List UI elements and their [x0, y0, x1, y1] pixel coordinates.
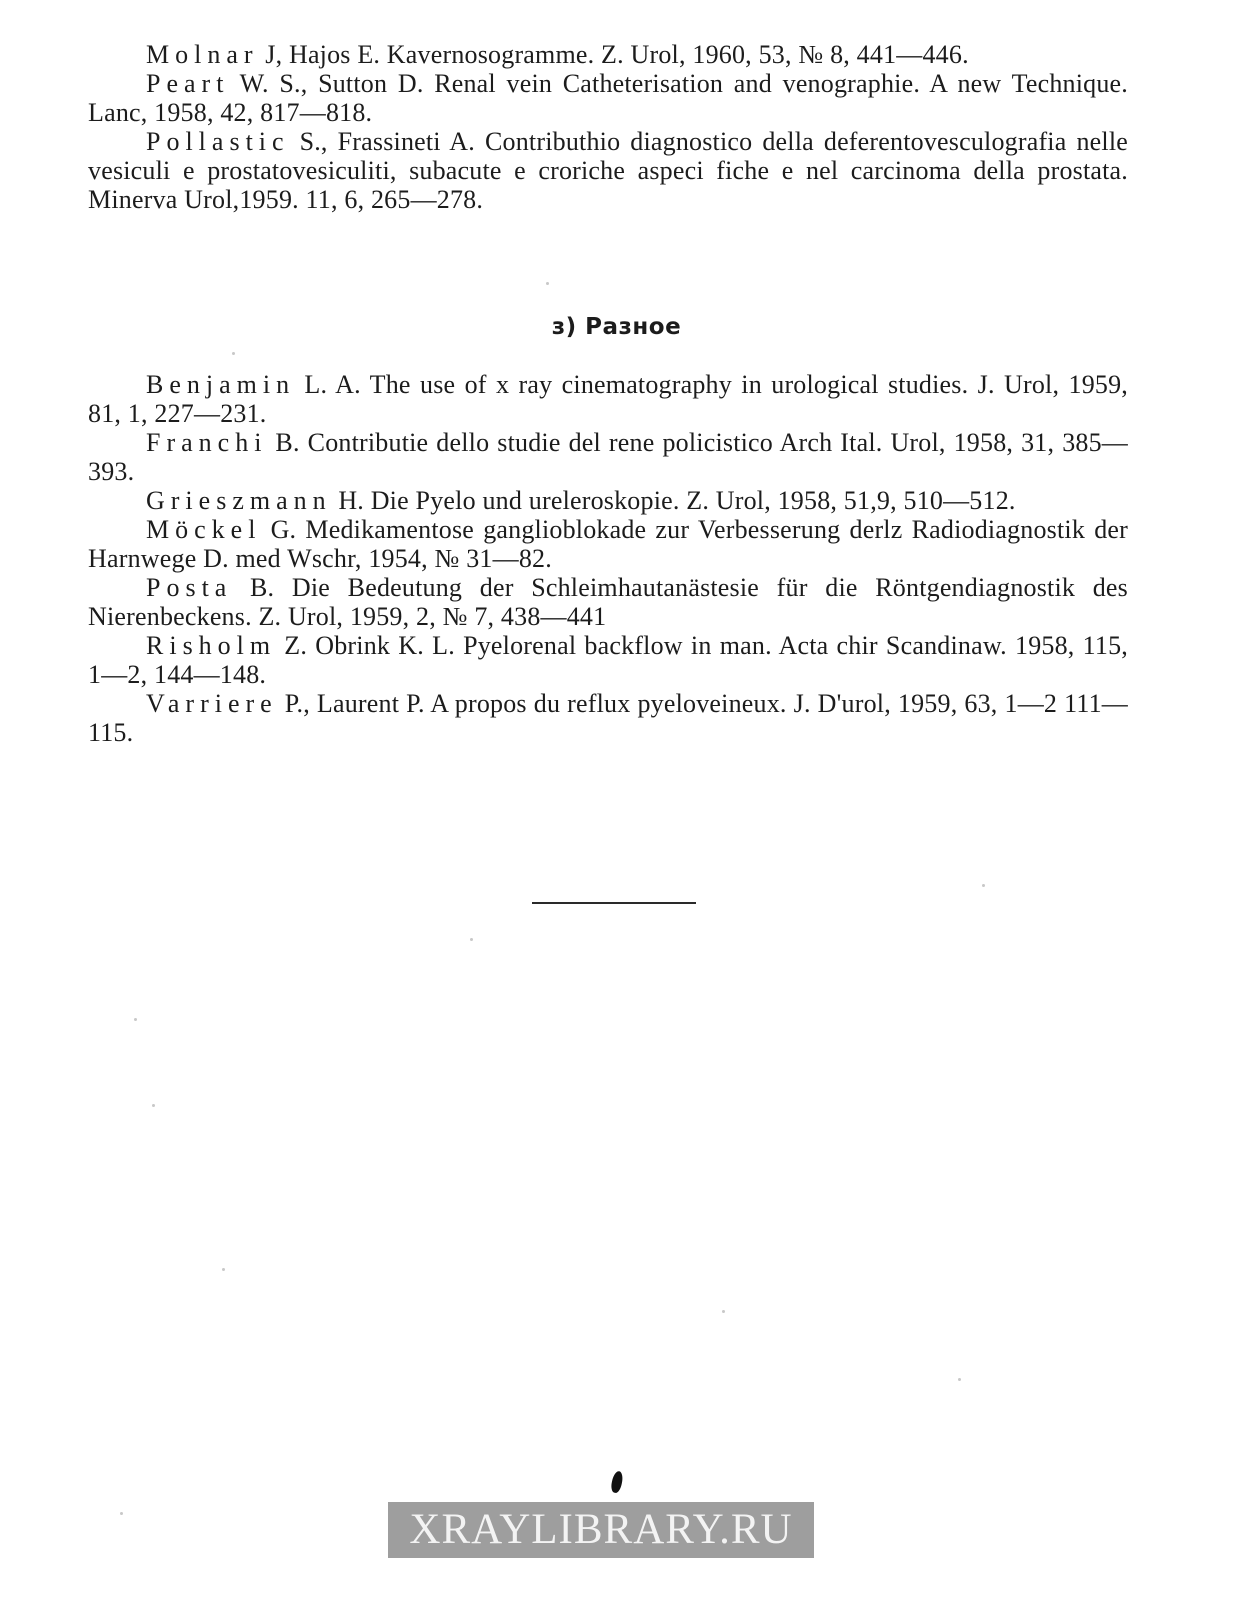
reference-author: Benjamin	[146, 370, 296, 399]
scan-speck	[470, 938, 473, 941]
scan-speck	[134, 1018, 137, 1021]
reference-author: Pollastic	[146, 127, 290, 156]
reference-text: B. Contributie dello studie del rene policistico Arch Ital. Urol, 1958, 31, 385—393.	[88, 428, 1128, 486]
reference-entry	[88, 40, 1128, 69]
reference-author: Möckel	[146, 515, 262, 544]
scan-speck	[982, 884, 985, 887]
reference-author: Franchi	[146, 428, 268, 457]
reference-text: Z. Obrink K. L. Pyelorenal backflow in man. Acta chir Scandinaw. 1958, 115, 1—2, 144—148.	[88, 631, 1128, 689]
ink-mark	[610, 1470, 624, 1494]
reference-author: Peart	[146, 69, 230, 98]
scan-speck	[120, 1512, 123, 1515]
reference-entry	[88, 428, 1128, 486]
reference-author: Varriere	[146, 689, 278, 718]
scan-speck	[546, 282, 549, 285]
reference-text: L. A. The use of x ray cinematography in urological studies. J. Urol, 1959, 81, 1, 227—231.	[88, 370, 1128, 428]
site-watermark: XRAYLIBRARY.RU	[388, 1502, 814, 1558]
scan-speck	[722, 1310, 725, 1313]
reference-text: J, Hajos E. Kavernosogramme. Z. Urol, 1960, 53, № 8, 441—446.	[258, 40, 969, 69]
scan-speck	[958, 1378, 961, 1381]
reference-text: G. Medikamentose ganglioblokade zur Verbesserung derlz Radiodiagnostik der Harnwege D. med Wschr, 1954, № 31—82.	[88, 515, 1128, 573]
section-heading: з) Разное	[551, 314, 682, 340]
reference-list-misc	[88, 370, 1128, 747]
reference-entry	[88, 69, 1128, 127]
reference-author: Posta	[146, 573, 233, 602]
reference-author: Molnar	[146, 40, 259, 69]
reference-author: Grieszmann	[146, 486, 332, 515]
end-divider	[532, 902, 696, 904]
reference-entry	[88, 486, 1128, 515]
reference-text: H. Die Pyelo und ureleroskopie. Z. Urol, 1958, 51,9, 510—512.	[331, 486, 1016, 515]
reference-entry	[88, 631, 1128, 689]
reference-text: P., Laurent P. A propos du reflux pyeloveineux. J. D'urol, 1959, 63, 1—2 111—115.	[88, 689, 1128, 747]
reference-text: B. Die Bedeutung der Schleimhautanästesie für die Röntgendiagnostik des Nierenbeckens. Z. Urol, 1959, 2, № 7, 438—441	[88, 573, 1128, 631]
reference-entry	[88, 370, 1128, 428]
scan-speck	[152, 1104, 155, 1107]
reference-text: W. S., Sutton D. Renal vein Catheterisation and venographie. A new Technique. Lanc, 1958, 42, 817—818.	[88, 69, 1128, 127]
reference-entry	[88, 689, 1128, 747]
scan-speck	[222, 1268, 225, 1271]
scan-speck	[232, 352, 235, 355]
reference-entry	[88, 127, 1128, 214]
reference-entry	[88, 515, 1128, 573]
reference-list-top	[88, 40, 1128, 214]
reference-entry	[88, 573, 1128, 631]
reference-author: Risholm	[146, 631, 277, 660]
reference-text: S., Frassineti A. Contributhio diagnostico della deferentovesculografia nelle vesiculi e prostatovesiculiti, subacute e croriche aspeci fiche e nel carcinoma della prostata. Minerva Urol,1959. 11, 6, 265—278.	[88, 127, 1128, 214]
